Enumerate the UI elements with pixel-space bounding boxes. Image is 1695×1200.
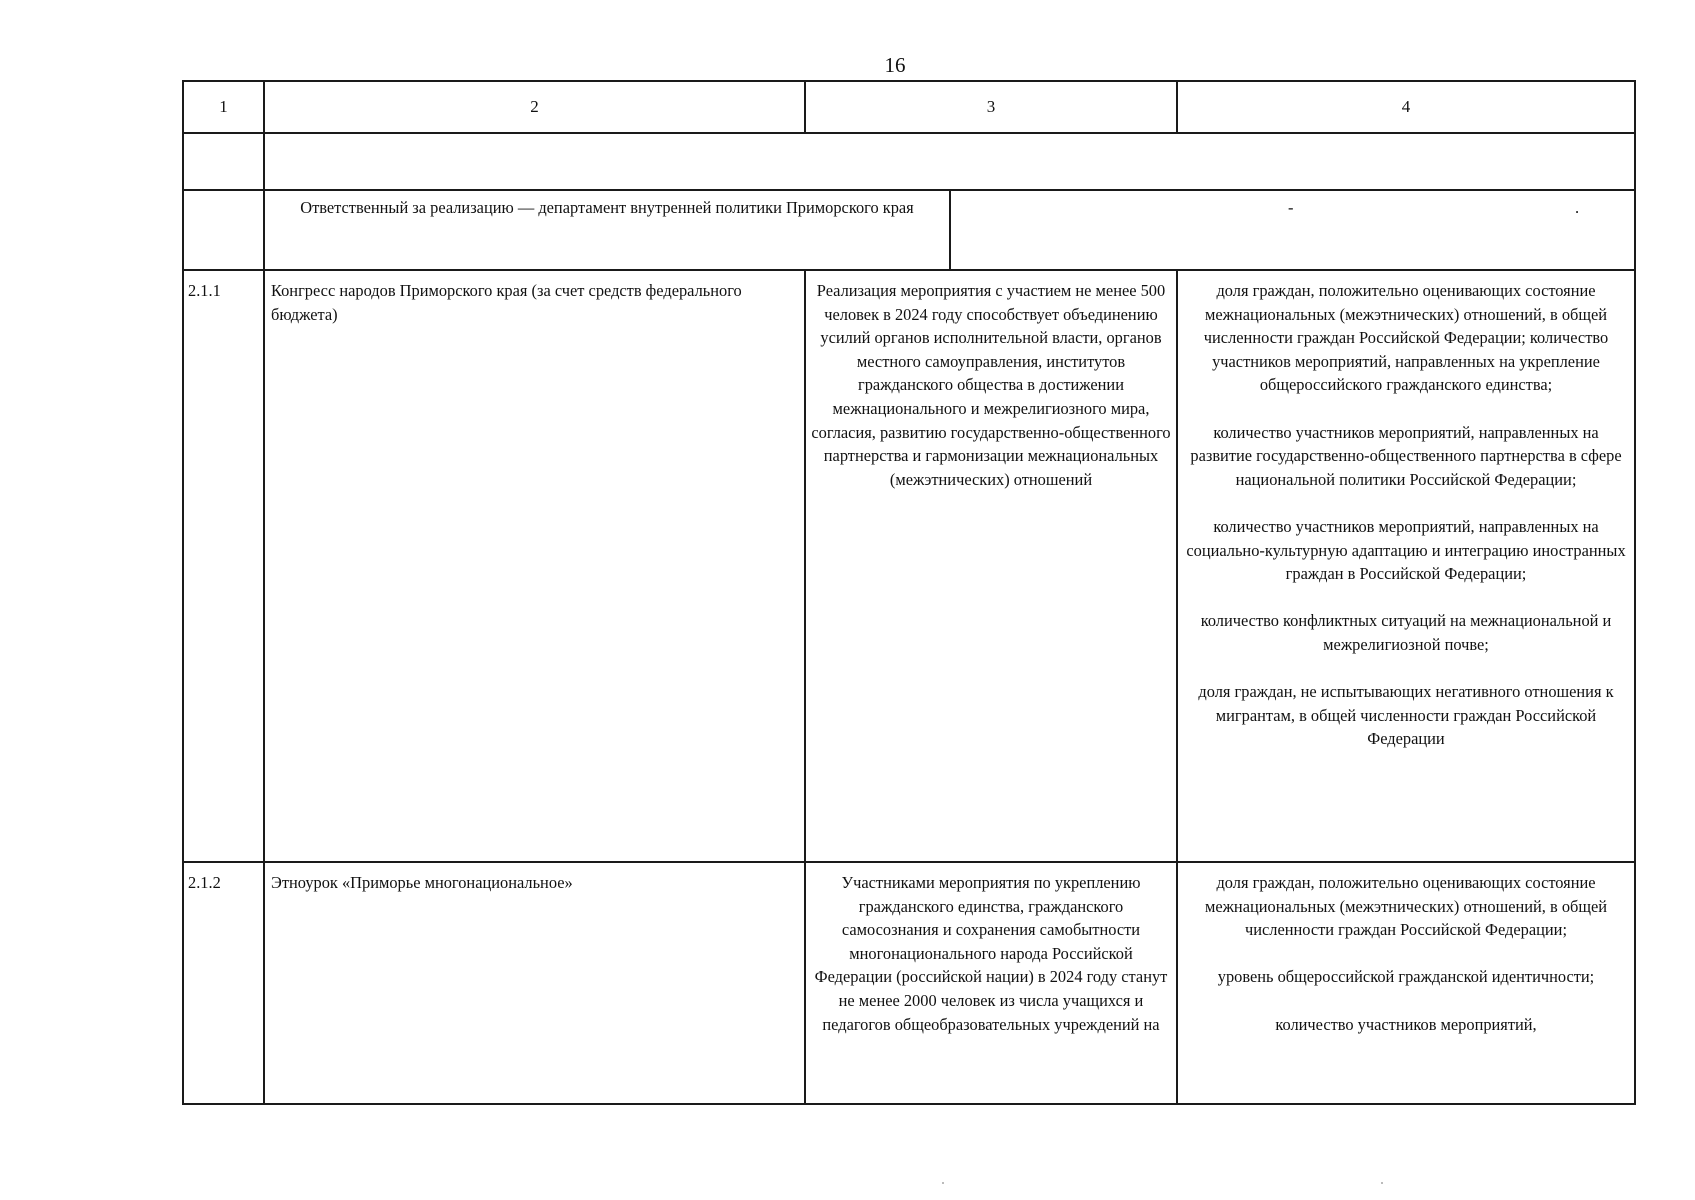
responsible-dot: . [1575, 198, 1580, 217]
scan-speck [942, 1182, 944, 1184]
responsible-value-cell [951, 191, 1634, 269]
table-row [183, 862, 1635, 1104]
column-header-1: 1 [183, 81, 264, 133]
measures-table [182, 80, 1636, 1105]
indicator-paragraph: количество конфликтных ситуаций на межнациональной и межрелигиозной почве; [1200, 611, 1612, 654]
responsible-cell-number [183, 190, 264, 270]
row-description: Реализация мероприятия с участием не менее 500 человек в 2024 году способствует объединению усилий органов исполнительной власти, органов местного самоуправления, институтов гражданского общества в достижении межнационального и межрелигиозного мира, согласия, развитию государственно-общественного партнерства и гармонизации межнациональных (межэтнических) отношений [805, 270, 1177, 862]
blank-row [183, 133, 1635, 190]
responsible-text: Ответственный за реализацию — департамент внутренней политики Приморского края [265, 191, 951, 269]
row-name: Конгресс народов Приморского края (за счет средств федерального бюджета) [264, 270, 805, 862]
indicator-paragraph: доля граждан, положительно оценивающих состояние межнациональных (межэтнических) отношений, в общей численности граждан Российской Федерации; [1204, 873, 1608, 940]
row-description: Участниками мероприятия по укреплению гражданского единства, гражданского самосознания и сохранения самобытности многонационального народа Российской Федерации (российской нации) в 2024 году станут не менее 2000 человек из числа учащихся и педагогов общеобразовательных учреждений на [805, 862, 1177, 1104]
scan-speck [1381, 1182, 1383, 1184]
column-header-3: 3 [805, 81, 1177, 133]
row-number: 2.1.1 [183, 270, 264, 862]
responsible-row [183, 190, 1635, 270]
row-indicators [1177, 862, 1635, 1104]
column-header-2: 2 [264, 81, 805, 133]
row-number: 2.1.2 [183, 862, 264, 1104]
indicator-paragraph: количество участников мероприятий, [1275, 1014, 1537, 1034]
indicator-paragraph: доля граждан, положительно оценивающих состояние межнациональных (межэтнических) отношений, в общей численности граждан Российской Федерации; количество участников мероприятий, направленных на укрепление общероссийского гражданского единства; [1203, 281, 1609, 395]
column-header-row [183, 81, 1635, 133]
indicator-paragraph: количество участников мероприятий, направленных на развитие государственно-общественного партнерства в сфере национальной политики Российской Федерации; [1190, 422, 1622, 489]
responsible-cell [264, 190, 1635, 270]
responsible-dash: - [1288, 198, 1294, 217]
indicator-paragraph: уровень общероссийской гражданской идентичности; [1217, 967, 1595, 987]
blank-cell-merged [264, 133, 1635, 190]
table-row [183, 270, 1635, 862]
column-header-4: 4 [1177, 81, 1635, 133]
page-number: 16 [884, 53, 906, 77]
blank-cell-number [183, 133, 264, 190]
indicator-paragraph: доля граждан, не испытывающих негативного отношения к мигрантам, в общей численности граждан Российской Федерации [1198, 682, 1614, 749]
indicator-paragraph: количество участников мероприятий, направленных на социально-культурную адаптацию и интеграцию иностранных граждан в Российской Федерации; [1186, 516, 1626, 584]
row-indicators [1177, 270, 1635, 862]
row-name: Этноурок «Приморье многонациональное» [264, 862, 805, 1104]
